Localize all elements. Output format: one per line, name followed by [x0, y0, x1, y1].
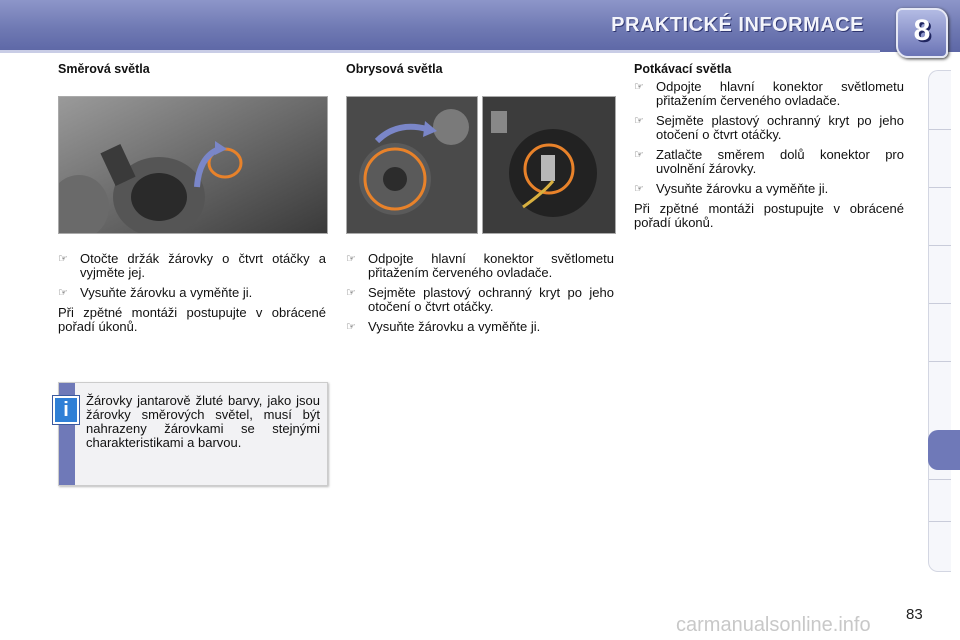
tab-separator	[929, 479, 951, 480]
chapter-tabs	[928, 70, 951, 572]
list-item: ☞ Vysuňte žárovku a vyměňte ji.	[58, 285, 253, 300]
list-item: ☞ Otočte držák žárovky o čtvrt otáčky a vyjměte jej.	[58, 251, 326, 280]
photo-side-light-bulb	[482, 96, 616, 234]
chapter-number: 8	[913, 14, 931, 47]
info-text: Žárovky jantarově žluté barvy, jako jsou žárovky směrových světel, musí být nahrazeny žárovkami se stejnými charakteristikami a barvou.	[86, 393, 320, 450]
hand-pointer-icon: ☞	[634, 149, 644, 161]
note-paragraph: Při zpětné montáži postupujte v obrácené pořadí úkonů.	[634, 201, 904, 230]
list-item: ☞ Sejměte plastový ochranný kryt po jeho otočení o čtvrt otáčky.	[634, 113, 904, 142]
list-item: ☞ Sejměte plastový ochranný kryt po jeho otočení o čtvrt otáčky.	[346, 285, 614, 314]
hand-pointer-icon: ☞	[58, 287, 68, 299]
tab-separator	[929, 129, 951, 130]
section-side-lights-steps	[346, 246, 614, 334]
tab-separator	[929, 521, 951, 522]
page-number: 83	[906, 606, 923, 623]
tab-separator	[929, 361, 951, 362]
tab-separator	[929, 303, 951, 304]
tab-chapter-8[interactable]	[928, 430, 960, 470]
list-item: ☞ Zatlačte směrem dolů konektor pro uvolnění žárovky.	[634, 147, 904, 176]
list-item: ☞ Vysuňte žárovku a vyměňte ji.	[346, 319, 541, 334]
note-paragraph: Při zpětné montáži postupujte v obrácené pořadí úkonů.	[58, 305, 326, 334]
hand-pointer-icon: ☞	[634, 81, 644, 93]
hand-pointer-icon: ☞	[346, 253, 356, 265]
list-item: ☞ Odpojte hlavní konektor světlometu přitažením červeného ovladače.	[346, 251, 614, 280]
section-side-lights	[346, 62, 614, 80]
tab-separator	[929, 245, 951, 246]
section-heading: Obrysová světla	[346, 62, 443, 76]
watermark: carmanualsonline.info	[676, 614, 871, 636]
info-icon: i	[53, 396, 79, 424]
hand-pointer-icon: ☞	[346, 321, 356, 333]
hand-pointer-icon: ☞	[346, 287, 356, 299]
section-turn-signals-steps	[58, 246, 326, 334]
section-turn-signals	[58, 62, 326, 80]
section-heading: Potkávací světla	[634, 62, 732, 76]
photo-side-light-cover	[346, 96, 478, 234]
hand-pointer-icon: ☞	[634, 183, 644, 195]
header-divider	[0, 50, 880, 53]
chapter-badge	[896, 8, 948, 58]
hand-pointer-icon: ☞	[634, 115, 644, 127]
page-title: PRAKTICKÉ INFORMACE	[611, 14, 864, 36]
list-item: ☞ Odpojte hlavní konektor světlometu přitažením červeného ovladače.	[634, 79, 904, 108]
photo-turn-signal-bulb	[58, 96, 328, 234]
section-heading: Směrová světla	[58, 62, 150, 76]
section-dipped-beam	[634, 62, 904, 230]
hand-pointer-icon: ☞	[58, 253, 68, 265]
list-item: ☞ Vysuňte žárovku a vyměňte ji.	[634, 181, 829, 196]
tab-separator	[929, 187, 951, 188]
